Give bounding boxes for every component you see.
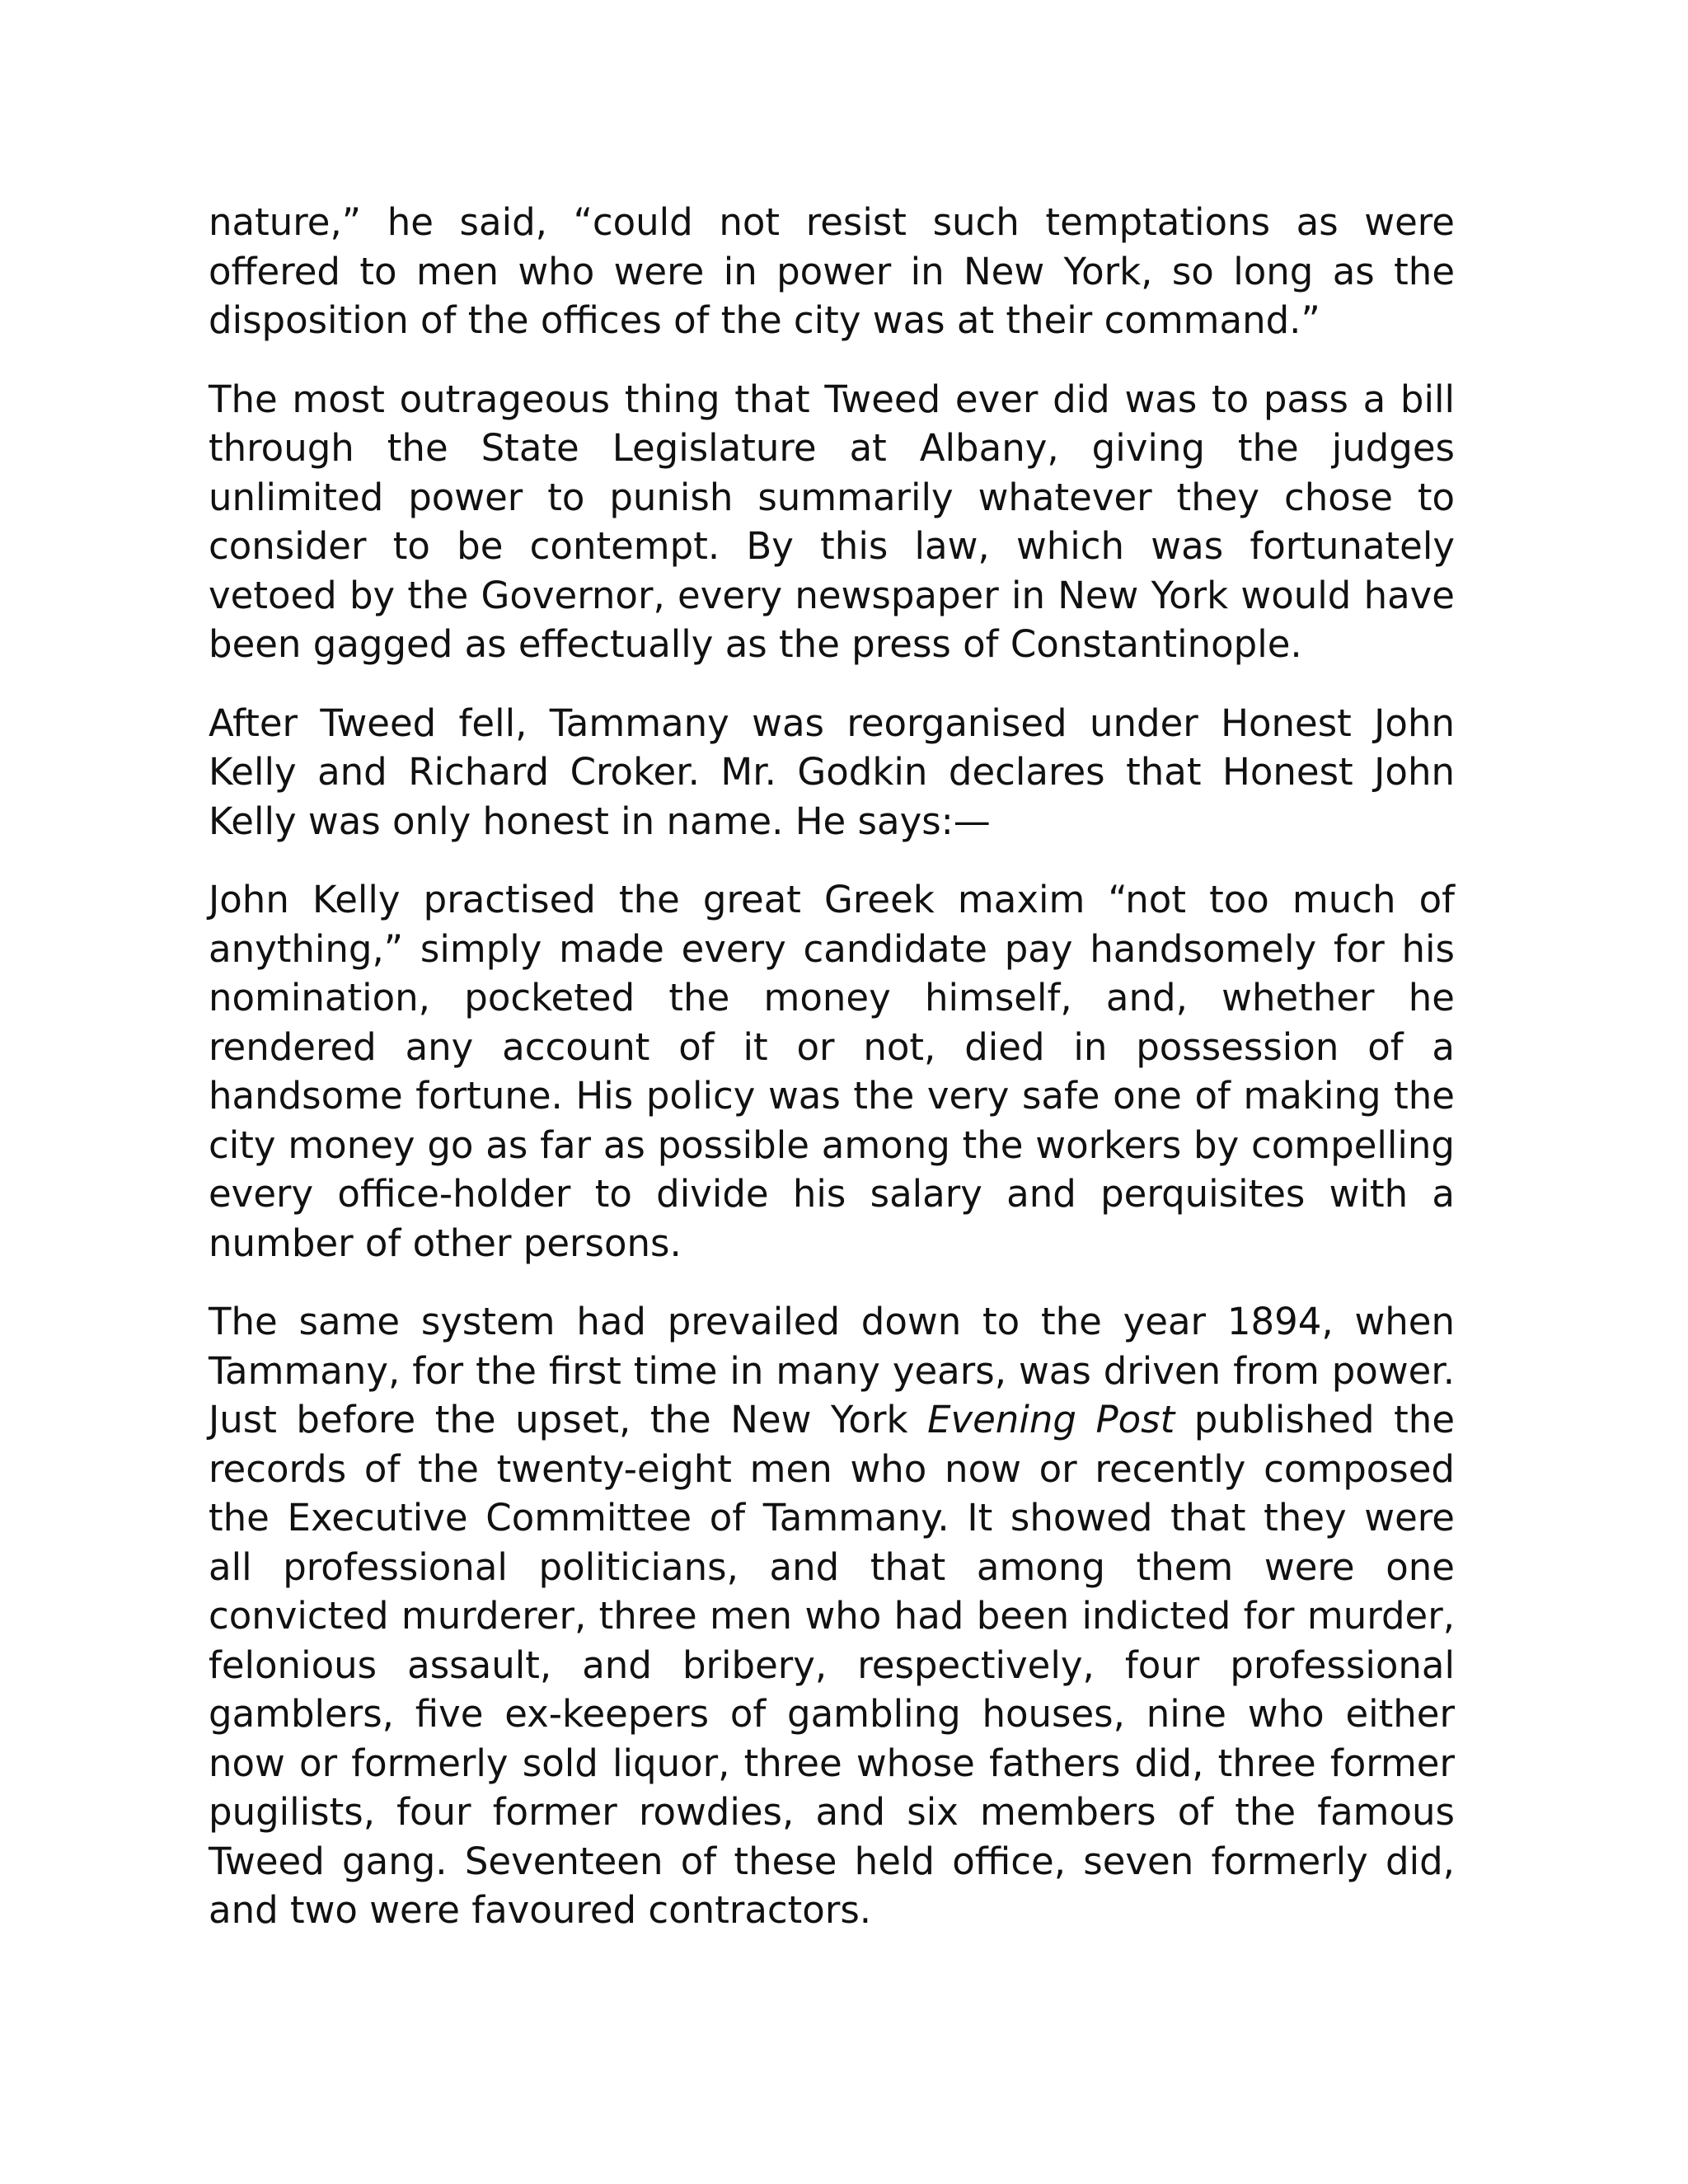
newspaper-title: Evening Post xyxy=(927,1398,1175,1441)
page-body xyxy=(209,198,1455,1965)
paragraph-after-tweed: After Tweed fell, Tammany was reorganised under Honest John Kelly and Richard Croker. Mr. Godkin declares that Honest John Kelly was only honest in name. He says:— xyxy=(209,701,1455,843)
paragraph-kelly-quote: John Kelly practised the great Greek maxim “not too much of anything,” simply made every candidate pay handsomely for his nomination, pocketed the money himself, and, whether he rendered any account of it or not, died in possession of a handsome fortune. His policy was the very safe one of making the city money go as far as possible among the workers by compelling every office-holder to divide his salary and perquisites with a number of other persons. xyxy=(209,878,1455,1265)
paragraph-text-after: published the records of the twenty-eight men who now or recently composed the Executive Committee of Tammany. It showed that they were all professional politicians, and that among them were one convicted murderer, three men who had been indicted for murder, felonious assault, and bribery, respectively, four professional gamblers, five ex-keepers of gambling houses, nine who either now or formerly sold liquor, three whose fathers did, three former pugilists, four former rowdies, and six members of the famous Tweed gang. Seventeen of these held office, seven formerly did, and two were favoured contractors. xyxy=(209,1398,1456,1932)
paragraph-continuation: nature,” he said, “could not resist such temptations as were offered to men who were in power in New York, so long as the disposition of the offices of the city was at their command.” xyxy=(209,200,1455,342)
paragraph-tweed-bill: The most outrageous thing that Tweed ever did was to pass a bill through the State Legislature at Albany, giving the judges unlimited power to punish summarily whatever they chose to consider to be contempt. By this law, which was fortunately vetoed by the Governor, every newspaper in New York would have been gagged as effectually as the press of Constantinople. xyxy=(209,377,1455,666)
paragraph-text-before: The same system had prevailed down to the year 1894, when Tammany, for the first time in many years, was driven from power. Just before the upset, the New York xyxy=(209,1300,1455,1441)
paragraph-same-system xyxy=(209,1297,1455,1935)
